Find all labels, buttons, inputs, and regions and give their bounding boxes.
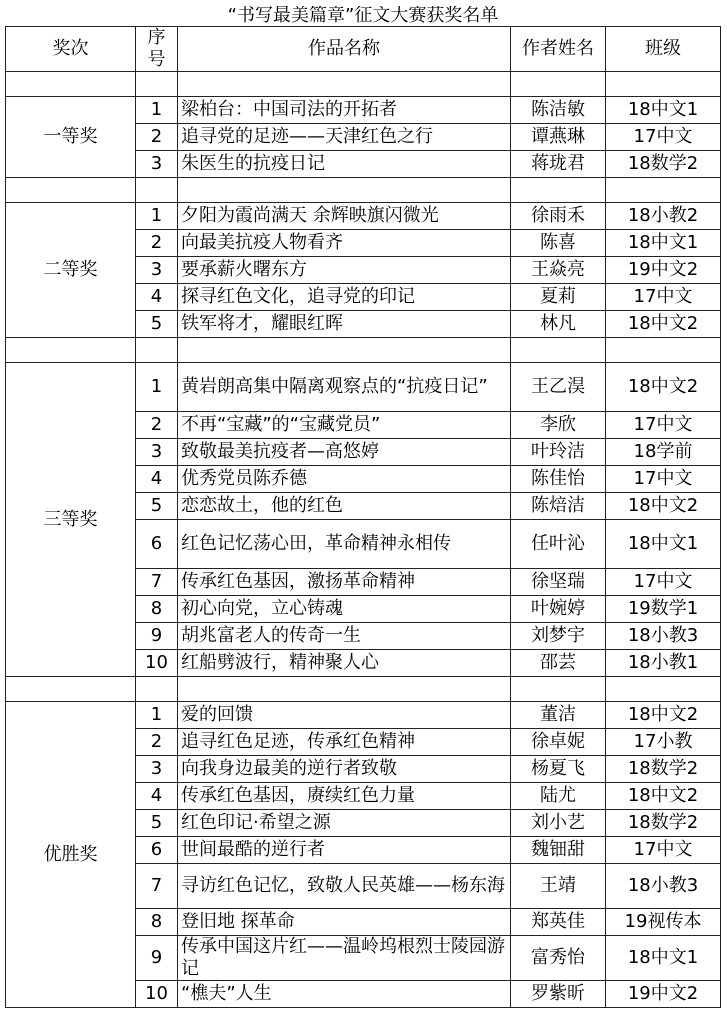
author-cell: 徐雨禾 — [511, 203, 606, 230]
seq-cell: 4 — [136, 783, 178, 810]
header-award: 奖次 — [6, 27, 136, 72]
author-cell: 夏莉 — [511, 284, 606, 311]
separator-row — [6, 72, 721, 97]
seq-cell: 5 — [136, 311, 178, 338]
empty-cell — [136, 178, 178, 203]
class-cell: 18学前 — [606, 439, 721, 466]
work-title-cell: 致敬最美抗疫者—高悠婷 — [178, 439, 511, 466]
author-cell: 陆尤 — [511, 783, 606, 810]
class-cell: 18数学2 — [606, 810, 721, 837]
author-cell: 陈喜 — [511, 230, 606, 257]
empty-cell — [511, 178, 606, 203]
award-level: 二等奖 — [6, 203, 136, 338]
award-table — [5, 6, 721, 1008]
author-cell: 邵芸 — [511, 650, 606, 677]
work-title-cell: 红船劈波行，精神聚人心 — [178, 650, 511, 677]
author-cell: 叶玲洁 — [511, 439, 606, 466]
separator-row — [6, 178, 721, 203]
empty-cell — [6, 338, 136, 363]
seq-cell: 1 — [136, 702, 178, 729]
class-cell: 17小教 — [606, 729, 721, 756]
seq-cell: 3 — [136, 257, 178, 284]
empty-cell — [606, 338, 721, 363]
work-title-cell: 梁柏台：中国司法的开拓者 — [178, 97, 511, 124]
empty-cell — [6, 178, 136, 203]
author-cell: 任叶沁 — [511, 520, 606, 569]
work-title-cell: 夕阳为霞尚满天 余辉映旗闪微光 — [178, 203, 511, 230]
empty-cell — [178, 178, 511, 203]
work-title-cell: 追寻红色足迹，传承红色精神 — [178, 729, 511, 756]
seq-cell: 8 — [136, 909, 178, 936]
empty-cell — [6, 677, 136, 702]
empty-cell — [136, 677, 178, 702]
class-cell: 18中文2 — [606, 702, 721, 729]
class-cell: 18中文2 — [606, 493, 721, 520]
author-cell: 郑英佳 — [511, 909, 606, 936]
class-cell: 18中文1 — [606, 97, 721, 124]
author-cell: 刘梦宇 — [511, 623, 606, 650]
work-title-cell: 爱的回馈 — [178, 702, 511, 729]
author-cell: 杨夏飞 — [511, 756, 606, 783]
author-cell: 陈佳怡 — [511, 466, 606, 493]
work-title-cell: 初心向党，立心铸魂 — [178, 596, 511, 623]
work-title-cell: 传承红色基因，激扬革命精神 — [178, 569, 511, 596]
work-title-cell: 铁军将才，耀眼红晖 — [178, 311, 511, 338]
seq-cell: 10 — [136, 981, 178, 1008]
seq-cell: 3 — [136, 439, 178, 466]
empty-cell — [178, 338, 511, 363]
header-class: 班级 — [606, 27, 721, 72]
class-cell: 17中文 — [606, 124, 721, 151]
seq-cell: 9 — [136, 623, 178, 650]
work-title-cell: 朱医生的抗疫日记 — [178, 151, 511, 178]
header-work: 作品名称 — [178, 27, 511, 72]
separator-row — [6, 338, 721, 363]
class-cell: 18中文1 — [606, 230, 721, 257]
work-title-cell: 传承红色基因，赓续红色力量 — [178, 783, 511, 810]
work-title-cell: “樵夫”人生 — [178, 981, 511, 1008]
work-title-cell: 寻访红色记忆，致敬人民英雄——杨东海 — [178, 864, 511, 909]
author-cell: 陈洁敏 — [511, 97, 606, 124]
author-cell: 蒋珑君 — [511, 151, 606, 178]
seq-cell: 2 — [136, 412, 178, 439]
seq-cell: 8 — [136, 596, 178, 623]
author-cell: 富秀怡 — [511, 936, 606, 981]
class-cell: 18中文1 — [606, 520, 721, 569]
class-cell: 19视传本 — [606, 909, 721, 936]
empty-cell — [136, 338, 178, 363]
empty-cell — [178, 677, 511, 702]
header-row — [6, 27, 721, 72]
work-title-cell: 登旧地 探革命 — [178, 909, 511, 936]
table-row — [6, 702, 721, 729]
author-cell: 徐坚瑞 — [511, 569, 606, 596]
author-cell: 罗紫昕 — [511, 981, 606, 1008]
table-title: “书写最美篇章”征文大赛获奖名单 — [6, 6, 721, 27]
seq-cell: 4 — [136, 284, 178, 311]
work-title-cell: 世间最酷的逆行者 — [178, 837, 511, 864]
seq-cell: 7 — [136, 864, 178, 909]
class-cell: 17中文 — [606, 569, 721, 596]
table-row — [6, 203, 721, 230]
work-title-cell: 向我身边最美的逆行者致敬 — [178, 756, 511, 783]
award-level: 一等奖 — [6, 97, 136, 178]
seq-cell: 1 — [136, 97, 178, 124]
work-title-cell: 追寻党的足迹——天津红色之行 — [178, 124, 511, 151]
class-cell: 18中文1 — [606, 936, 721, 981]
author-cell: 王乙淏 — [511, 363, 606, 412]
seq-cell: 2 — [136, 230, 178, 257]
class-cell: 18小教1 — [606, 650, 721, 677]
class-cell: 18中文2 — [606, 783, 721, 810]
author-cell: 董洁 — [511, 702, 606, 729]
table-row — [6, 97, 721, 124]
work-title-cell: 传承中国这片红——温岭坞根烈士陵园游记 — [178, 936, 511, 981]
seq-cell: 10 — [136, 650, 178, 677]
seq-cell: 1 — [136, 363, 178, 412]
work-title-cell: 优秀党员陈乔德 — [178, 466, 511, 493]
seq-cell: 7 — [136, 569, 178, 596]
class-cell: 18小教2 — [606, 203, 721, 230]
seq-cell: 3 — [136, 151, 178, 178]
header-author: 作者姓名 — [511, 27, 606, 72]
award-level: 优胜奖 — [6, 702, 136, 1008]
class-cell: 19中文2 — [606, 981, 721, 1008]
header-seq: 序号 — [136, 27, 178, 72]
seq-cell: 5 — [136, 493, 178, 520]
class-cell: 18小教3 — [606, 623, 721, 650]
award-level: 三等奖 — [6, 363, 136, 677]
work-title-cell: 探寻红色文化，追寻党的印记 — [178, 284, 511, 311]
table-row — [6, 363, 721, 412]
work-title-cell: 红色记忆荡心田，革命精神永相传 — [178, 520, 511, 569]
class-cell: 17中文 — [606, 284, 721, 311]
author-cell: 谭燕琳 — [511, 124, 606, 151]
class-cell: 17中文 — [606, 412, 721, 439]
class-cell: 17中文 — [606, 837, 721, 864]
author-cell: 王焱亮 — [511, 257, 606, 284]
work-title-cell: 向最美抗疫人物看齐 — [178, 230, 511, 257]
seq-cell: 1 — [136, 203, 178, 230]
seq-cell: 2 — [136, 124, 178, 151]
seq-cell: 6 — [136, 520, 178, 569]
work-title-cell: 红色印记·希望之源 — [178, 810, 511, 837]
class-cell: 18小教3 — [606, 864, 721, 909]
author-cell: 叶婉婷 — [511, 596, 606, 623]
author-cell: 徐卓妮 — [511, 729, 606, 756]
seq-cell: 2 — [136, 729, 178, 756]
class-cell: 18中文2 — [606, 363, 721, 412]
author-cell: 李欣 — [511, 412, 606, 439]
empty-cell — [178, 72, 511, 97]
class-cell: 18数学2 — [606, 756, 721, 783]
empty-cell — [606, 178, 721, 203]
empty-cell — [511, 677, 606, 702]
class-cell: 19中文2 — [606, 257, 721, 284]
author-cell: 林凡 — [511, 311, 606, 338]
author-cell: 魏钿甜 — [511, 837, 606, 864]
empty-cell — [606, 72, 721, 97]
empty-cell — [511, 72, 606, 97]
work-title-cell: 不再“宝藏”的“宝藏党员” — [178, 412, 511, 439]
seq-cell: 5 — [136, 810, 178, 837]
separator-row — [6, 677, 721, 702]
seq-cell: 4 — [136, 466, 178, 493]
empty-cell — [511, 338, 606, 363]
work-title-cell: 黄岩朗高集中隔离观察点的“抗疫日记” — [178, 363, 511, 412]
seq-cell: 6 — [136, 837, 178, 864]
author-cell: 王靖 — [511, 864, 606, 909]
empty-cell — [136, 72, 178, 97]
seq-cell: 3 — [136, 756, 178, 783]
author-cell: 陈焙洁 — [511, 493, 606, 520]
seq-cell: 9 — [136, 936, 178, 981]
work-title-cell: 恋恋故土，他的红色 — [178, 493, 511, 520]
work-title-cell: 胡兆富老人的传奇一生 — [178, 623, 511, 650]
empty-cell — [606, 677, 721, 702]
work-title-cell: 要承薪火曙东方 — [178, 257, 511, 284]
author-cell: 刘小艺 — [511, 810, 606, 837]
class-cell: 19数学1 — [606, 596, 721, 623]
class-cell: 17中文 — [606, 466, 721, 493]
empty-cell — [6, 72, 136, 97]
class-cell: 18中文2 — [606, 311, 721, 338]
class-cell: 18数学2 — [606, 151, 721, 178]
